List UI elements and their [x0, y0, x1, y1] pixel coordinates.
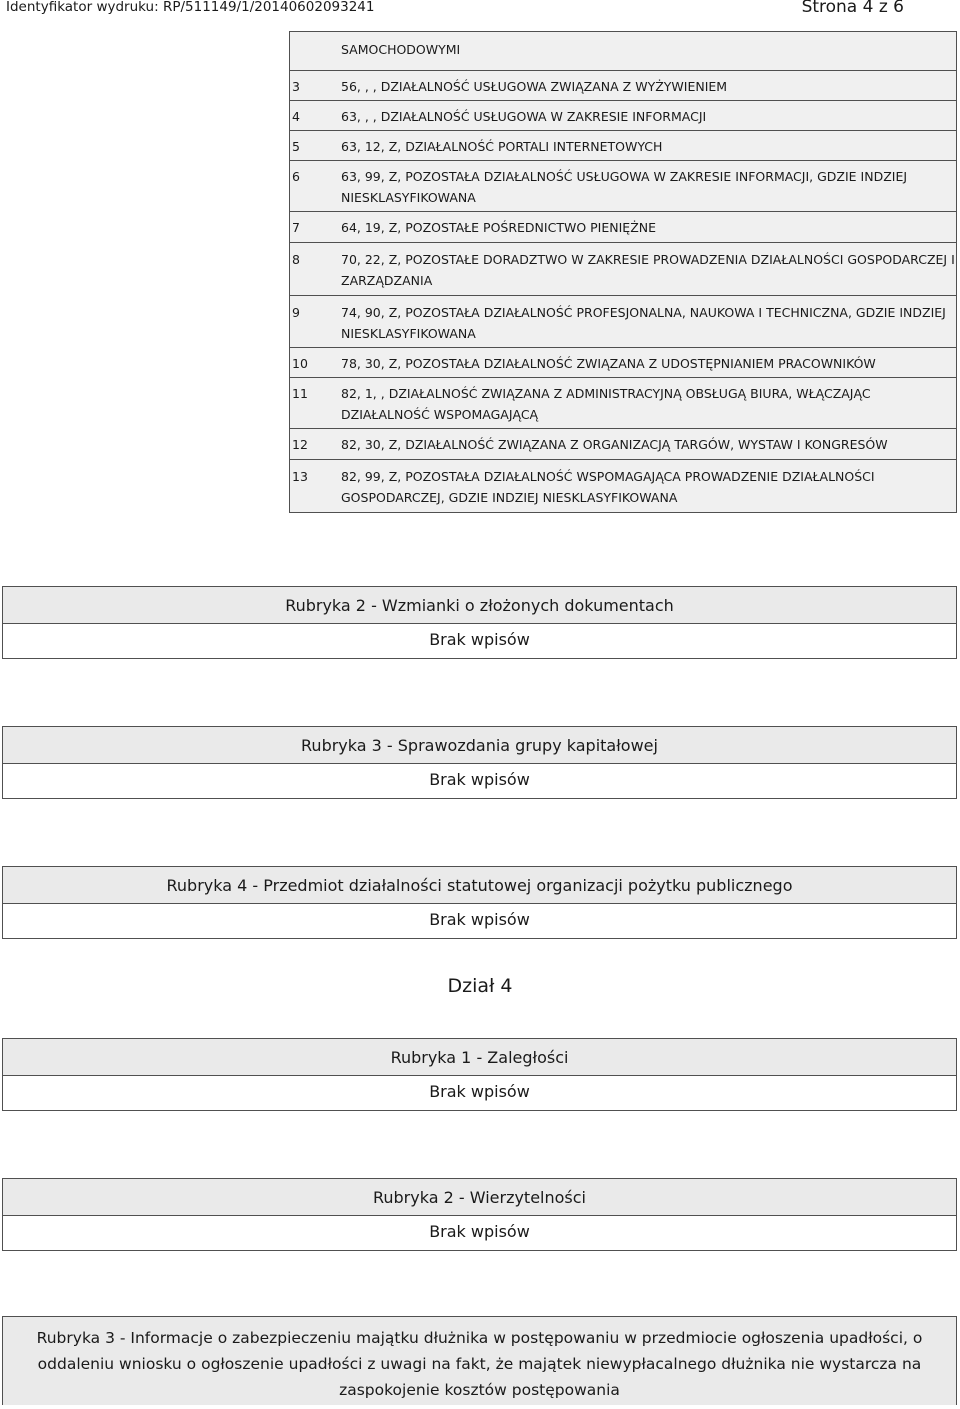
section-empty-text: Brak wpisów	[3, 624, 956, 658]
row-text: 63, 99, Z, POZOSTAŁA DZIAŁALNOŚĆ USŁUGOWA W ZAKRESIE INFORMACJI, GDZIE INDZIEJ NIESKLASYFIKOWANA	[341, 169, 908, 205]
section-heading-dzial-4: Dział 4	[447, 975, 513, 997]
table-row	[289, 160, 957, 212]
table-row	[289, 295, 957, 348]
row-number: 7	[292, 220, 300, 235]
row-number	[290, 32, 341, 70]
row-number: 4	[292, 109, 300, 124]
row-text: 56, , , DZIAŁALNOŚĆ USŁUGOWA ZWIĄZANA Z WYŻYWIENIEM	[341, 79, 728, 94]
row-text: 63, 12, Z, DZIAŁALNOŚĆ PORTALI INTERNETOWYCH	[341, 139, 663, 154]
table-row	[289, 211, 957, 243]
section-zabezpieczenie	[2, 1316, 957, 1405]
row-text: 63, , , DZIAŁALNOŚĆ USŁUGOWA W ZAKRESIE INFORMACJI	[341, 109, 707, 124]
page-number: Strona 4 z 6	[801, 0, 904, 17]
row-text: 82, 30, Z, DZIAŁALNOŚĆ ZWIĄZANA Z ORGANIZACJĄ TARGÓW, WYSTAW I KONGRESÓW	[341, 437, 888, 452]
row-number: 8	[292, 252, 300, 267]
table-row	[289, 459, 957, 513]
row-number: 3	[292, 79, 300, 94]
row-number: 9	[292, 305, 300, 320]
section-title: Rubryka 1 - Zaległości	[3, 1039, 956, 1076]
table-row	[289, 347, 957, 378]
section-empty-text: Brak wpisów	[3, 1076, 956, 1110]
row-number: 5	[292, 139, 300, 154]
table-row	[289, 428, 957, 460]
row-text: 70, 22, Z, POZOSTAŁE DORADZTWO W ZAKRESIE PROWADZENIA DZIAŁALNOŚCI GOSPODARCZEJ I ZARZĄDZANIA	[341, 252, 955, 288]
activity-table	[289, 31, 957, 513]
section-title: Rubryka 3 - Informacje o zabezpieczeniu majątku dłużnika w postępowaniu w przedmiocie ogłoszenia upadłości, o oddaleniu wniosku o ogłoszenie upadłości z uwagi na fakt, że majątek niewypłacalnego dłużnika nie wystarcza na zaspokojenie kosztów postępowania	[3, 1317, 956, 1405]
section-empty-text: Brak wpisów	[3, 764, 956, 798]
section-title: Rubryka 3 - Sprawozdania grupy kapitałowej	[3, 727, 956, 764]
row-number: 10	[292, 356, 308, 371]
table-row	[289, 242, 957, 296]
section-empty-text: Brak wpisów	[3, 1216, 956, 1250]
section-title: Rubryka 2 - Wzmianki o złożonych dokumentach	[3, 587, 956, 624]
section-title: Rubryka 2 - Wierzytelności	[3, 1179, 956, 1216]
row-number: 11	[292, 386, 308, 401]
section-rubryka-3	[2, 726, 957, 799]
row-text: 64, 19, Z, POZOSTAŁE POŚREDNICTWO PIENIĘŻNE	[341, 220, 657, 235]
table-row	[289, 31, 957, 71]
row-text: 78, 30, Z, POZOSTAŁA DZIAŁALNOŚĆ ZWIĄZANA Z UDOSTĘPNIANIEM PRACOWNIKÓW	[341, 356, 876, 371]
row-text: 74, 90, Z, POZOSTAŁA DZIAŁALNOŚĆ PROFESJONALNA, NAUKOWA I TECHNICZNA, GDZIE INDZIEJ NIESKLASYFIKOWANA	[341, 305, 946, 341]
print-identifier: Identyfikator wydruku: RP/511149/1/20140602093241	[6, 0, 375, 15]
row-text: 82, 99, Z, POZOSTAŁA DZIAŁALNOŚĆ WSPOMAGAJĄCA PROWADZENIE DZIAŁALNOŚCI GOSPODARCZEJ, GDZIE INDZIEJ NIESKLASYFIKOWANA	[341, 469, 875, 505]
row-number: 6	[292, 169, 300, 184]
section-empty-text: Brak wpisów	[3, 904, 956, 938]
table-row	[289, 130, 957, 161]
table-row	[289, 100, 957, 131]
section-rubryka-2	[2, 586, 957, 659]
table-row	[289, 377, 957, 429]
table-row	[289, 70, 957, 101]
section-title: Rubryka 4 - Przedmiot działalności statutowej organizacji pożytku publicznego	[3, 867, 956, 904]
section-zaleglosci	[2, 1038, 957, 1111]
row-number: 13	[292, 469, 308, 484]
section-wierzytelnosci	[2, 1178, 957, 1251]
section-rubryka-4	[2, 866, 957, 939]
row-text: 82, 1, , DZIAŁALNOŚĆ ZWIĄZANA Z ADMINISTRACYJNĄ OBSŁUGĄ BIURA, WŁĄCZAJĄC DZIAŁALNOŚĆ WSPOMAGAJĄCĄ	[341, 386, 871, 422]
row-number: 12	[292, 437, 308, 452]
row-text: SAMOCHODOWYMI	[341, 42, 461, 57]
